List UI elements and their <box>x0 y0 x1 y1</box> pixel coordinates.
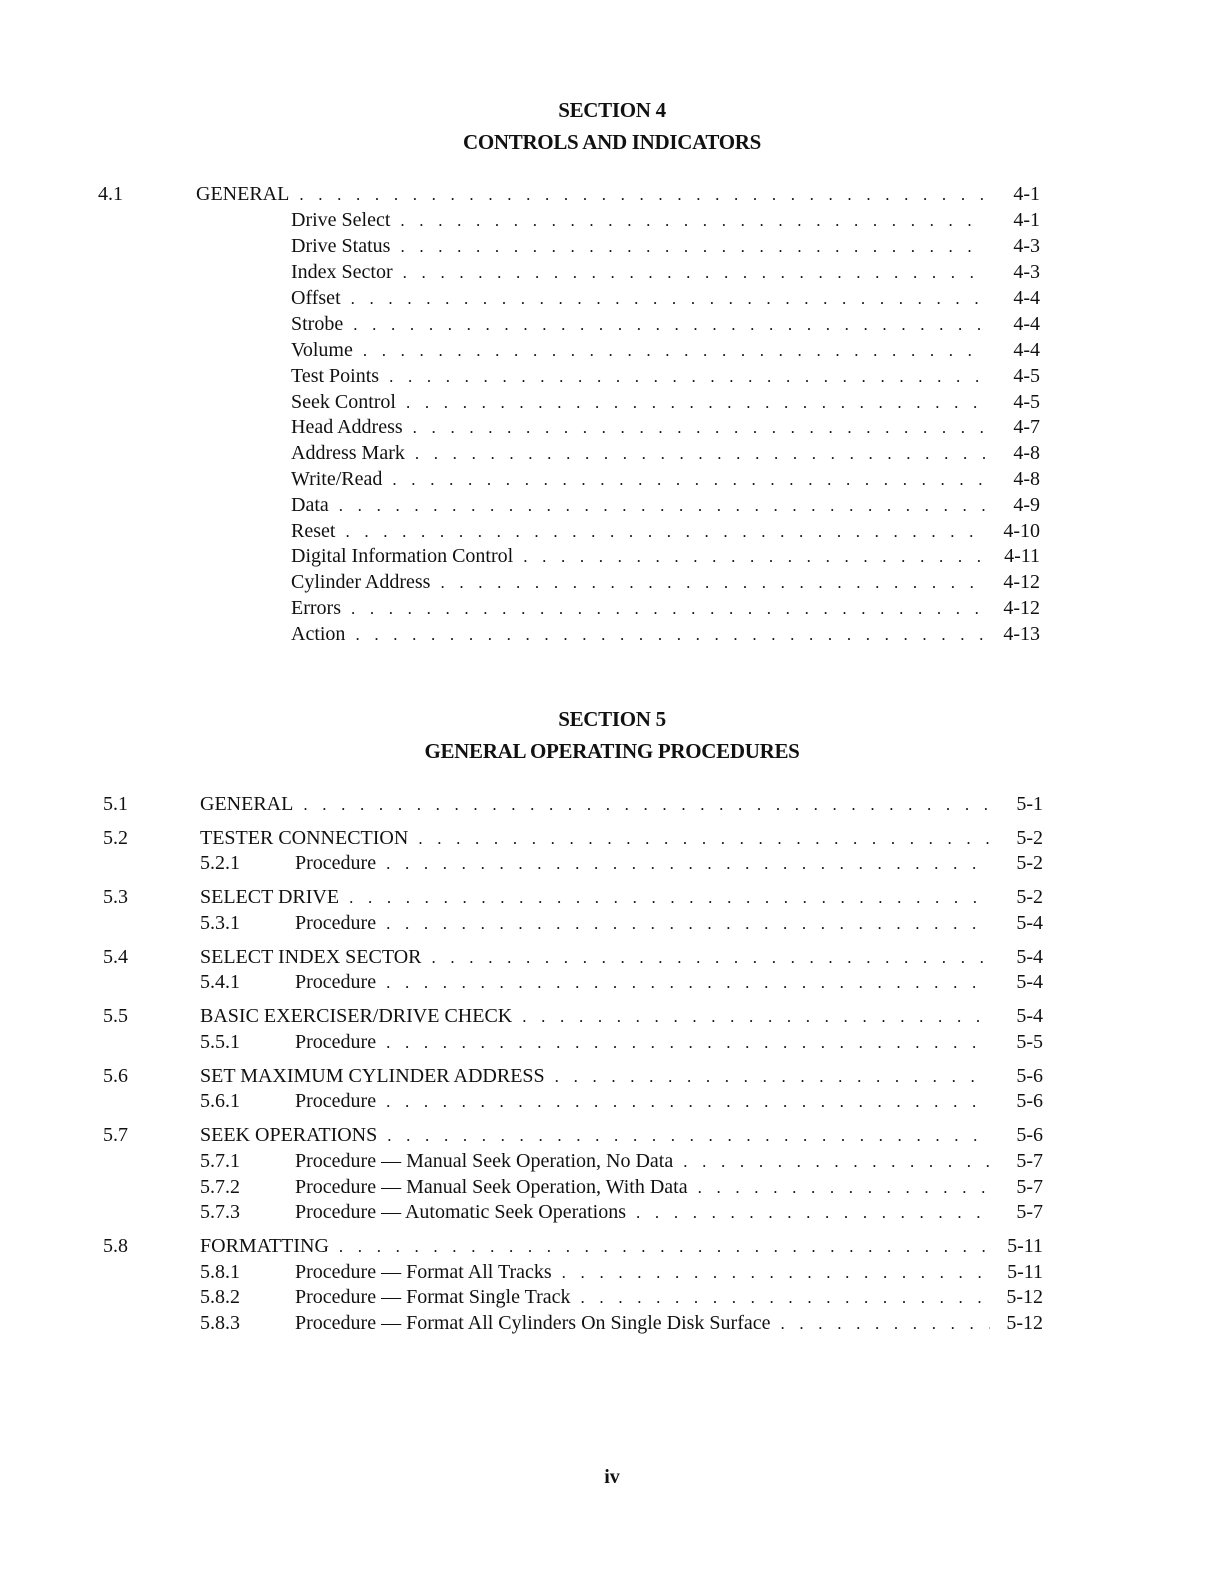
toc-entry-title: Action <box>291 622 355 646</box>
toc-entry-title: GENERAL <box>196 182 299 206</box>
dot-leader <box>345 520 985 544</box>
section-4-title: CONTROLS AND INDICATORS <box>462 130 762 154</box>
toc-page-number: 5-6 <box>1016 1065 1043 1087</box>
toc-entry-title: TESTER CONNECTION <box>200 826 418 850</box>
dot-leader <box>415 442 985 466</box>
toc-page-number: 4-10 <box>1003 520 1040 542</box>
toc-entry <box>0 826 1224 850</box>
dot-leader <box>363 339 985 363</box>
toc-entry-number: 5.5 <box>103 1005 128 1027</box>
toc-subentry <box>0 519 1224 543</box>
toc-page-number: 4-5 <box>1013 365 1040 387</box>
dot-leader <box>400 209 985 233</box>
dot-leader <box>392 468 985 492</box>
dot-leader <box>386 1031 990 1055</box>
toc-subentry <box>0 1200 1224 1224</box>
toc-page-number: 5-4 <box>1016 1005 1043 1027</box>
toc-entry-number: 5.6.1 <box>200 1090 240 1112</box>
toc-entry-title: SET MAXIMUM CYLINDER ADDRESS <box>200 1064 555 1088</box>
toc-entry-title: Procedure <box>295 911 386 935</box>
toc-page-number: 4-9 <box>1013 494 1040 516</box>
toc-subentry <box>0 1285 1224 1309</box>
dot-leader <box>413 416 985 440</box>
toc-subentry <box>0 570 1224 594</box>
toc-page-number: 5-7 <box>1016 1150 1043 1172</box>
dot-leader <box>523 545 985 569</box>
toc-entry-title: Procedure — Format Single Track <box>295 1285 581 1309</box>
toc-subentry <box>0 286 1224 310</box>
toc-entry-title: Seek Control <box>291 390 406 414</box>
toc-entry-number: 5.6 <box>103 1065 128 1087</box>
toc-entry <box>0 1064 1224 1088</box>
toc-entry-title: Data <box>291 493 339 517</box>
toc-subentry <box>0 441 1224 465</box>
toc-entry <box>0 885 1224 909</box>
toc-entry-title: Index Sector <box>291 260 403 284</box>
dot-leader <box>562 1261 990 1285</box>
toc-page-number: 5-1 <box>1016 793 1043 815</box>
dot-leader <box>386 912 990 936</box>
toc-page-number: 4-8 <box>1013 468 1040 490</box>
page-number: iv <box>604 1466 620 1488</box>
toc-page-number: 5-2 <box>1016 852 1043 874</box>
dot-leader <box>299 183 985 207</box>
toc-entry-number: 5.7 <box>103 1124 128 1146</box>
dot-leader <box>303 793 990 817</box>
toc-page-number: 5-11 <box>1007 1261 1043 1283</box>
toc-entry-number: 5.7.3 <box>200 1201 240 1223</box>
toc-page-number: 5-7 <box>1016 1176 1043 1198</box>
toc-entry-number: 5.7.1 <box>200 1150 240 1172</box>
dot-leader <box>440 571 985 595</box>
toc-entry-title: Procedure — Format All Cylinders On Single Disk Surface <box>295 1311 781 1335</box>
toc-subentry <box>0 1311 1224 1335</box>
dot-leader <box>339 494 985 518</box>
toc-page-number: 5-7 <box>1016 1201 1043 1223</box>
toc-entry-title: Strobe <box>291 312 353 336</box>
toc-entry-number: 5.8.1 <box>200 1261 240 1283</box>
dot-leader <box>403 261 985 285</box>
toc-subentry <box>0 1030 1224 1054</box>
dot-leader <box>351 287 985 311</box>
toc-page-number: 5-12 <box>1006 1312 1043 1334</box>
dot-leader <box>387 1124 990 1148</box>
toc-entry-number: 4.1 <box>98 183 123 205</box>
toc-page-number: 5-11 <box>1007 1235 1043 1257</box>
dot-leader <box>386 971 990 995</box>
dot-leader <box>406 391 985 415</box>
toc-entry-title: Offset <box>291 286 351 310</box>
toc-page-number: 5-2 <box>1016 827 1043 849</box>
toc-entry-title: Address Mark <box>291 441 415 465</box>
toc-entry-title: GENERAL <box>200 792 303 816</box>
toc-entry-title: Errors <box>291 596 351 620</box>
toc-entry-title: Procedure <box>295 1030 386 1054</box>
dot-leader <box>386 1090 990 1114</box>
toc-entry-number: 5.3.1 <box>200 912 240 934</box>
toc-page-number: 5-2 <box>1016 886 1043 908</box>
toc-page-number: 5-4 <box>1016 971 1043 993</box>
toc-subentry <box>0 1149 1224 1173</box>
dot-leader <box>683 1150 990 1174</box>
toc-entry-title: Procedure — Manual Seek Operation, No Data <box>295 1149 683 1173</box>
toc-entry-title: Procedure <box>295 1089 386 1113</box>
toc-subentry <box>0 596 1224 620</box>
dot-leader <box>355 623 985 647</box>
toc-entry-title: Drive Status <box>291 234 400 258</box>
toc-subentry <box>0 544 1224 568</box>
toc-entry-title: Procedure — Manual Seek Operation, With Data <box>295 1175 698 1199</box>
toc-page-number: 5-4 <box>1016 946 1043 968</box>
toc-subentry <box>0 970 1224 994</box>
dot-leader <box>781 1312 991 1336</box>
dot-leader <box>353 313 985 337</box>
toc-entry-title: Volume <box>291 338 363 362</box>
toc-entry-number: 5.4 <box>103 946 128 968</box>
toc-entry-number: 5.4.1 <box>200 971 240 993</box>
toc-subentry <box>0 911 1224 935</box>
toc-entry-title: Digital Information Control <box>291 544 523 568</box>
toc-page-number: 5-5 <box>1016 1031 1043 1053</box>
toc-entry <box>0 182 1224 206</box>
toc-subentry <box>0 415 1224 439</box>
toc-entry <box>0 945 1224 969</box>
toc-entry-number: 5.8 <box>103 1235 128 1257</box>
toc-page-number: 4-12 <box>1003 597 1040 619</box>
dot-leader <box>522 1005 990 1029</box>
toc-page-number: 4-5 <box>1013 391 1040 413</box>
section-4-heading: SECTION 4 <box>558 98 666 122</box>
dot-leader <box>339 1235 990 1259</box>
toc-page-number: 5-6 <box>1016 1124 1043 1146</box>
toc-subentry <box>0 467 1224 491</box>
section-5-heading: SECTION 5 <box>558 707 666 731</box>
section-5-title: GENERAL OPERATING PROCEDURES <box>424 739 800 763</box>
toc-page-number: 4-13 <box>1003 623 1040 645</box>
toc-entry-title: Cylinder Address <box>291 570 440 594</box>
toc-entry-title: FORMATTING <box>200 1234 339 1258</box>
toc-entry-number: 5.2 <box>103 827 128 849</box>
toc-entry-title: Procedure — Automatic Seek Operations <box>295 1200 636 1224</box>
toc-entry <box>0 792 1224 816</box>
toc-page-number: 4-11 <box>1004 545 1040 567</box>
toc-subentry <box>0 312 1224 336</box>
dot-leader <box>636 1201 990 1225</box>
toc-entry-title: BASIC EXERCISER/DRIVE CHECK <box>200 1004 522 1028</box>
toc-entry-number: 5.2.1 <box>200 852 240 874</box>
toc-subentry <box>0 260 1224 284</box>
toc-entry-number: 5.1 <box>103 793 128 815</box>
toc-page-number: 5-4 <box>1016 912 1043 934</box>
toc-page-number: 4-4 <box>1013 287 1040 309</box>
toc-page-number: 4-8 <box>1013 442 1040 464</box>
toc-page-number: 4-4 <box>1013 313 1040 335</box>
toc-subentry <box>0 390 1224 414</box>
toc-entry-number: 5.3 <box>103 886 128 908</box>
toc-entry-title: Procedure <box>295 970 386 994</box>
toc-entry-title: Drive Select <box>291 208 400 232</box>
dot-leader <box>389 365 985 389</box>
toc-entry-number: 5.7.2 <box>200 1176 240 1198</box>
toc-subentry <box>0 1089 1224 1113</box>
toc-entry-number: 5.8.3 <box>200 1312 240 1334</box>
toc-entry <box>0 1123 1224 1147</box>
toc-entry-title: Procedure <box>295 851 386 875</box>
toc-entry-title: SELECT DRIVE <box>200 885 349 909</box>
toc-subentry <box>0 851 1224 875</box>
toc-entry-title: Write/Read <box>291 467 392 491</box>
dot-leader <box>698 1176 990 1200</box>
toc-entry-title: SEEK OPERATIONS <box>200 1123 387 1147</box>
toc-entry-title: Reset <box>291 519 345 543</box>
toc-entry <box>0 1234 1224 1258</box>
toc-page-number: 4-12 <box>1003 571 1040 593</box>
dot-leader <box>555 1065 990 1089</box>
toc-subentry <box>0 364 1224 388</box>
dot-leader <box>349 886 990 910</box>
toc-entry-number: 5.8.2 <box>200 1286 240 1308</box>
toc-page-number: 5-6 <box>1016 1090 1043 1112</box>
toc-entry <box>0 1004 1224 1028</box>
toc-entry-title: SELECT INDEX SECTOR <box>200 945 432 969</box>
toc-page-number: 4-1 <box>1013 183 1040 205</box>
toc-page-number: 4-7 <box>1013 416 1040 438</box>
toc-entry-title: Procedure — Format All Tracks <box>295 1260 562 1284</box>
toc-subentry <box>0 234 1224 258</box>
toc-page-number: 4-3 <box>1013 235 1040 257</box>
toc-subentry <box>0 1260 1224 1284</box>
dot-leader <box>400 235 985 259</box>
toc-subentry <box>0 338 1224 362</box>
toc-page-number: 4-3 <box>1013 261 1040 283</box>
dot-leader <box>351 597 985 621</box>
toc-page-number: 4-1 <box>1013 209 1040 231</box>
dot-leader <box>386 852 990 876</box>
toc-subentry <box>0 1175 1224 1199</box>
toc-subentry <box>0 208 1224 232</box>
dot-leader <box>432 946 991 970</box>
toc-page-number: 4-4 <box>1013 339 1040 361</box>
toc-entry-title: Head Address <box>291 415 413 439</box>
dot-leader <box>418 827 990 851</box>
dot-leader <box>581 1286 990 1310</box>
toc-subentry <box>0 622 1224 646</box>
toc-page-number: 5-12 <box>1006 1286 1043 1308</box>
toc-entry-number: 5.5.1 <box>200 1031 240 1053</box>
toc-subentry <box>0 493 1224 517</box>
toc-entry-title: Test Points <box>291 364 389 388</box>
